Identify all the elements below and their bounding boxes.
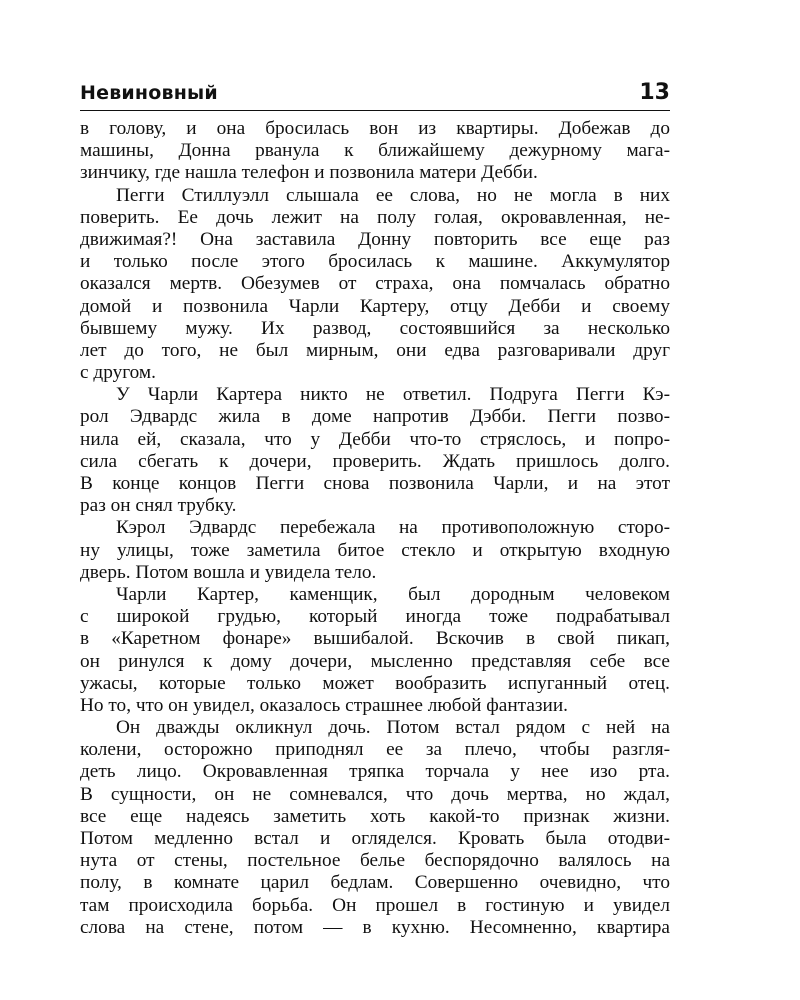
paragraph xyxy=(80,185,670,385)
text-line: полу, в комнате царил бедлам. Совершенно очевидно, что xyxy=(80,872,670,894)
text-line: поверить. Ее дочь лежит на полу голая, окровавленная, не- xyxy=(80,206,670,228)
text-line: бывшему мужу. Их развод, состоявшийся за несколько xyxy=(80,317,670,339)
text-line: слова на стене, потом — в кухню. Несомненно, квартира xyxy=(80,916,670,938)
text-line: нута от стены, постельное белье беспорядочно валялось на xyxy=(80,850,670,872)
text-line: ну улицы, тоже заметила битое стекло и открытую входную xyxy=(80,539,670,561)
text-line: все еще надеясь заметить хоть какой-то признак жизни. xyxy=(80,805,670,827)
text-line: рол Эдвардс жила в доме напротив Дэбби. Пегги позво- xyxy=(80,406,670,428)
text-line: Кэрол Эдвардс перебежала на противоположную сторо- xyxy=(116,517,670,539)
text-line: сила сбегать к дочери, проверить. Ждать пришлось долго. xyxy=(80,450,670,472)
text-line: В сущности, он не сомневался, что дочь мертва, но ждал, xyxy=(80,783,670,805)
text-line: с широкой грудью, который иногда тоже подрабатывал xyxy=(80,606,670,628)
text-line: нила ей, сказала, что у Дебби что-то стряслось, и попро- xyxy=(80,428,670,450)
text-line: лет до того, не был мирным, они едва разговаривали друг xyxy=(80,339,670,361)
text-line: дверь. Потом вошла и увидела тело. xyxy=(80,561,377,583)
text-line: ужасы, которые только может вообразить испуганный отец. xyxy=(80,672,670,694)
text-line: движимая?! Она заставила Донну повторить все еще раз xyxy=(80,228,670,250)
body-text xyxy=(80,118,670,939)
text-line: в «Каретном фонаре» вышибалой. Вскочив в свой пикап, xyxy=(80,628,670,650)
text-line: в голову, и она бросилась вон из квартиры. Добежав до xyxy=(80,118,670,139)
running-header xyxy=(80,80,670,111)
text-line: раз он снял трубку. xyxy=(80,495,237,517)
text-line: зинчику, где нашла телефон и позвонила матери Дебби. xyxy=(80,162,538,184)
text-line: Чарли Картер, каменщик, был дородным человеком xyxy=(116,583,670,605)
text-line: Он дважды окликнул дочь. Потом встал рядом с ней на xyxy=(116,717,670,739)
text-line: деть лицо. Окровавленная тряпка торчала у нее изо рта. xyxy=(80,761,670,783)
paragraph xyxy=(80,517,670,584)
text-line: домой и позвонила Чарли Картеру, отцу Дебби и своему xyxy=(80,295,670,317)
text-line: Пегги Стиллуэлл слышала ее слова, но не могла в них xyxy=(116,184,670,206)
paragraph xyxy=(80,384,670,517)
text-line: оказался мертв. Обезумев от страха, она помчалась обратно xyxy=(80,273,670,295)
text-line: машины, Донна рванула к ближайшему дежурному мага- xyxy=(80,140,670,162)
paragraph xyxy=(80,118,670,185)
text-line: Потом медленно встал и огляделся. Кровать была отодви- xyxy=(80,828,670,849)
text-line: он ринулся к дому дочери, мысленно представляя себе все xyxy=(80,650,670,672)
text-line: У Чарли Картера никто не ответил. Подруга Пегги Кэ- xyxy=(116,384,670,406)
paragraph xyxy=(80,717,670,939)
text-line: там происходила борьба. Он прошел в гостиную и увидел xyxy=(80,894,670,916)
text-line: колени, осторожно приподнял ее за плечо, чтобы разгля- xyxy=(80,739,670,761)
text-line: и только после этого бросилась к машине. Аккумулятор xyxy=(80,251,670,273)
page-number: 13 xyxy=(639,80,670,105)
running-title: Невиновный xyxy=(80,82,218,104)
text-line: Но то, что он увидел, оказалось страшнее любой фантазии. xyxy=(80,694,568,716)
paragraph xyxy=(80,584,670,717)
text-line: В конце концов Пегги снова позвонила Чарли, и на этот xyxy=(80,473,670,494)
text-line: с другом. xyxy=(80,362,156,384)
